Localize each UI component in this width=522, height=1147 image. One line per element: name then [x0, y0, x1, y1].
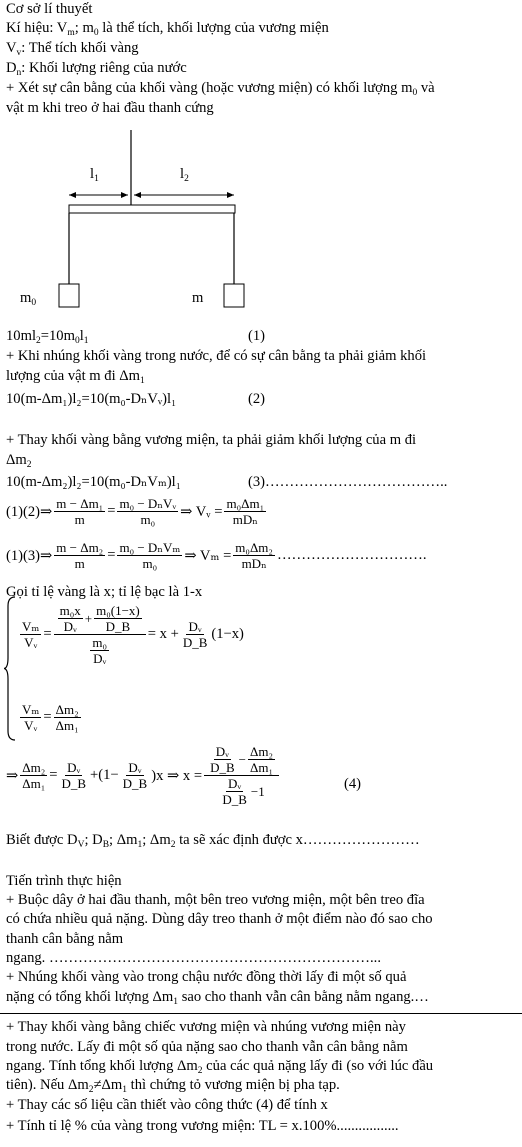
fraction: $\frac{\text{Dᵥ}}{D\_B}$	[61, 760, 87, 791]
procedure-step-3-line3: ngang. Tính tổng khối lượng $\Delta m_2$ của các quả nặng lấy đi (so với lúc đầu	[6, 1058, 434, 1076]
mass-m-block	[224, 284, 244, 307]
system-brace	[4, 596, 16, 741]
lever-diagram	[0, 120, 522, 320]
fraction: $\frac{\text{m − Δm₁}}{m}$	[56, 496, 104, 527]
l1-arrow-right	[121, 192, 128, 198]
equation-1: $10ml_2=10m_0l_1$	[6, 328, 89, 346]
m-label: m	[192, 290, 204, 306]
rigid-bar	[69, 205, 235, 213]
balance-intro-line2: vật m khi treo ở hai đầu thanh cứng	[6, 100, 214, 116]
procedure-step-4: + Thay các số liệu cần thiết vào công thức (4) để tính x	[6, 1097, 328, 1113]
l1-label: $l_1$	[90, 166, 99, 184]
fraction: $\frac{\text{Δm₂}}{\text{Δm₁}}$	[22, 760, 46, 791]
equation-3-number: (3)………………………………..	[248, 474, 448, 490]
equation-4-number: (4)	[344, 776, 362, 792]
system-equation-2: $\frac{\text{Vₘ}}{\text{Vᵥ}}$ = $\frac{\text{Δm₂}}{\text{Δm₁}}$	[22, 702, 79, 733]
procedure-step-3-line2: trong nước. Lấy đi một số qủa nặng sao cho thanh vẫn cân bằng nằm	[6, 1039, 408, 1055]
immerse-gold-line2: lượng của vật m đi $\Delta m_1$	[6, 368, 145, 386]
procedure-step-2-line2: nặng có tổng khối lượng $\Delta m_1$ sao cho thanh vẫn cân bằng nằm ngang.…	[6, 989, 429, 1007]
procedure-step-2-line1: + Nhúng khối vàng vào trong chậu nước đồng thời lấy đi một số quả	[6, 969, 407, 985]
equation-2-number: (2)	[248, 391, 266, 407]
procedure-step-1-line1: + Buộc dây ở hai đầu thanh, một bên treo vương miện, một bên treo đĩa	[6, 892, 425, 908]
mass-m0-block	[59, 284, 79, 307]
balance-intro-line1: + Xét sự cân bằng của khối vàng (hoặc vương miện) có khối lượng $m_0$ và	[6, 80, 435, 98]
fraction: $\frac{\text{m₀Δm₂}}{\text{mDₙ}}$	[235, 540, 273, 571]
derivation-12: (1)(2)⇒ $\frac{\text{m − Δm₁}}{m}$ = $\frac{\text{m₀ − DₙVᵥ}}{\text{m₀}}$ ⇒ Vᵥ = $\frac{\text{m₀Δm₁}}{\text{mDₙ}}$	[6, 496, 265, 527]
derivation-13-label: (1)(3)⇒	[6, 547, 53, 564]
procedure-step-3-line1: + Thay khối vàng bằng chiếc vương miện và nhúng vương miện này	[6, 1019, 406, 1035]
equation-4: ⇒ $\frac{\text{Δm₂}}{\text{Δm₁}}$ = $\frac{\text{Dᵥ}}{D\_B}$ +(1− $\frac{\text{Dᵥ}}{D\_B}$ )x ⇒ x = $\frac{\text{Dᵥ}}{D\_B}$ − $\frac{\text{Δm₂}}{\text{Δm₁}}$ $\frac{\text{Dᵥ}}{D\_B}$ −1	[6, 744, 281, 807]
fraction: $\frac{\text{Dᵥ}}{D\_B}$	[122, 760, 148, 791]
m0-label: $m_0$	[20, 290, 37, 308]
fraction: $\frac{\text{m₀x}}{\text{Dᵥ}}$ + $\frac{\text{m₀(1−x)}}{D\_B}$ $\frac{\text{m₀}}{\text{Dᵥ}}$	[54, 603, 146, 666]
fraction: $\frac{\text{Dᵥ}}{D\_B}$ − $\frac{\text{Δm₂}}{\text{Δm₁}}$ $\frac{\text{Dᵥ}}{D\_B}$ −1	[204, 744, 279, 807]
ratio-definition: Gọi tỉ lệ vàng là x; tỉ lệ bạc là 1-x	[6, 584, 203, 600]
procedure-step-5: + Tính tỉ lệ % của vàng trong vương miện: TL = x.100%.................	[6, 1118, 399, 1134]
symbol-definition-vm: Kí hiệu: $V_m$; $m_0$ là thể tích, khối lượng của vương miện	[6, 20, 329, 38]
known-quantities-line: Biết được $D_V$; $D_B$; $\Delta m_1$; $\Delta m_2$ ta sẽ xác định được x……………………	[6, 832, 420, 850]
fraction: $\frac{\text{m₀Δm₁}}{\text{mDₙ}}$	[226, 496, 265, 527]
fraction: $\frac{\text{m₀ − DₙVᵥ}}{\text{m₀}}$	[119, 496, 177, 527]
procedure-title: Tiến trình thực hiện	[6, 873, 122, 889]
crown-replace-line2: $\Delta m_2$	[6, 452, 32, 470]
symbol-definition-dn: $D_n$: Khối lượng riêng của nước	[6, 60, 187, 78]
derivation-13: (1)(3)⇒ $\frac{\text{m − Δm₂}}{m}$ = $\frac{\text{m₀ − DₙVₘ}}{\text{m₀}}$ ⇒ Vₘ = $\frac{\text{m₀Δm₂}}{\text{mDₙ}}$ ………………………….	[6, 540, 427, 571]
fraction: $\frac{\text{Vₘ}}{\text{Vᵥ}}$	[22, 619, 40, 650]
fraction: $\frac{\text{Δm₂}}{\text{Δm₁}}$	[55, 702, 79, 733]
fraction: $\frac{\text{Dᵥ}}{D\_B}$	[182, 619, 208, 650]
l2-arrow-left	[134, 192, 141, 198]
l2-arrow-right	[227, 192, 234, 198]
symbol-definition-vv: $V_v$: Thể tích khối vàng	[6, 40, 139, 58]
derivation-12-label: (1)(2)⇒	[6, 503, 53, 520]
crown-replace-line1: + Thay khối vàng bằng vương miện, ta phải giảm khối lượng của m đi	[6, 432, 417, 448]
procedure-step-1-line2: có chứa nhiều quả nặng. Dùng dây treo thanh ở một điểm nào đó sao cho	[6, 911, 433, 927]
system-equation-1: $\frac{\text{Vₘ}}{\text{Vᵥ}}$ = $\frac{\text{m₀x}}{\text{Dᵥ}}$ + $\frac{\text{m₀(1−x)}}{D\_B}$ $\frac{\text{m₀}}{\text{Dᵥ}}$ = x + $\frac{\text{Dᵥ}}{D\_B}$ (1−x)	[22, 603, 244, 666]
procedure-step-1-line3: thanh cân bằng nằm	[6, 931, 124, 947]
equation-3: 10(m-Δm₂)l₂=10(m₀-DₙVₘ)l₁	[6, 474, 181, 490]
l1-arrow-left	[69, 192, 76, 198]
divider-line	[0, 1013, 522, 1014]
equation-2: 10(m-Δm₁)l₂=10(m₀-DₙVᵥ)l₁	[6, 391, 177, 407]
procedure-step-1-line4: ngang. …………………………………………………………...	[6, 950, 381, 966]
immerse-gold-line1: + Khi nhúng khối vàng trong nước, để có sự cân bằng ta phải giảm khối	[6, 348, 427, 364]
l2-label: $l_2$	[180, 166, 189, 184]
equation-1-number: (1)	[248, 328, 266, 344]
fraction: $\frac{\text{m₀ − DₙVₘ}}{\text{m₀}}$	[119, 540, 181, 571]
procedure-step-3-line4: tiên). Nếu $\Delta m_2\ne\Delta m_1$ thì chứng tỏ vương miện bị pha tạp.	[6, 1077, 340, 1095]
fraction: $\frac{\text{m − Δm₂}}{m}$	[56, 540, 104, 571]
section-title: Cơ sở lí thuyết	[6, 1, 93, 17]
fraction: $\frac{\text{Vₘ}}{\text{Vᵥ}}$	[22, 702, 40, 733]
